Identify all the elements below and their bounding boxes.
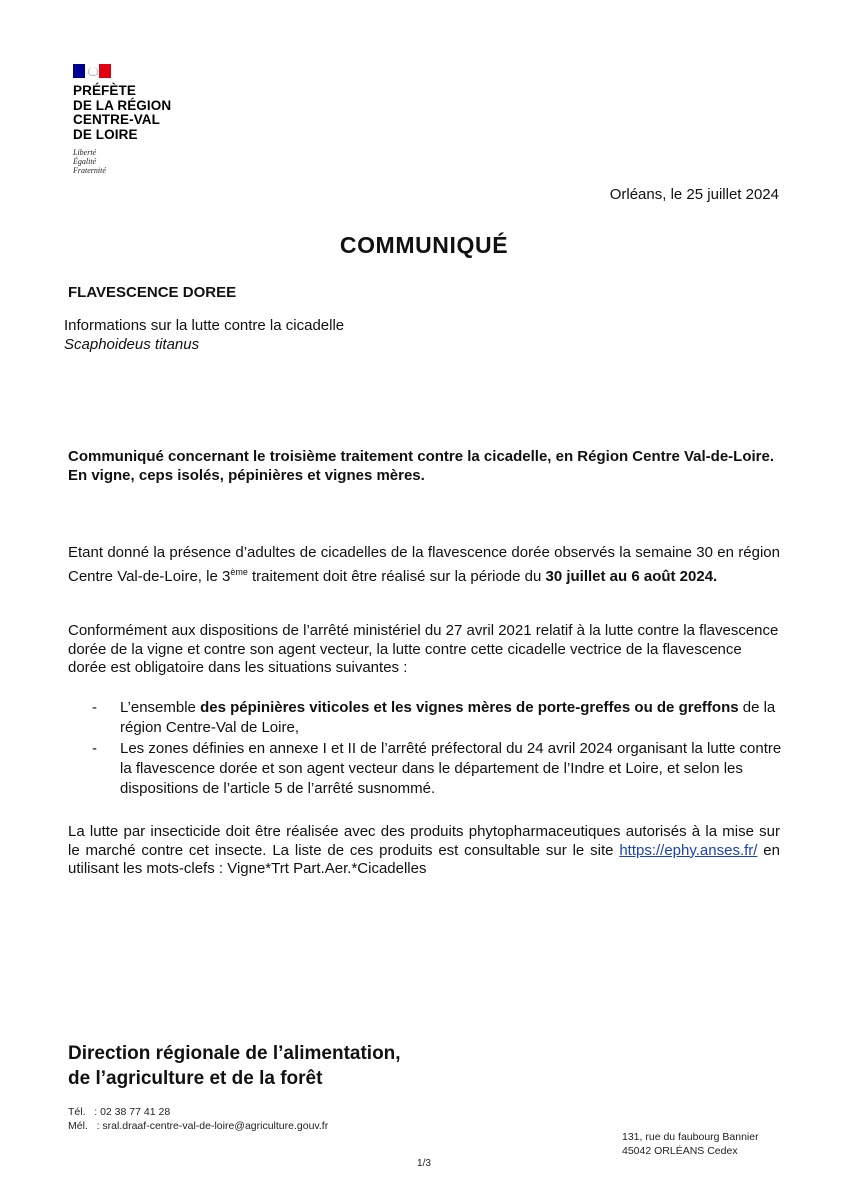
list-item (92, 698, 782, 738)
direction-line: Direction régionale de l’alimentation, (68, 1043, 401, 1064)
motto-line: Égalité (73, 157, 97, 166)
treatment-period: 30 juillet au 6 août 2024. (545, 567, 718, 585)
info-line: Informations sur la lutte contre la cicadelle (64, 317, 345, 334)
prefecture-name (73, 84, 171, 142)
intro-paragraph: Communiqué concernant le troisième traitement contre la cicadelle, en Région Centre Val-de-Loire. En vigne, ceps isolés, pépinières et vignes mères. (68, 448, 775, 484)
ephy-link[interactable]: https://ephy.anses.fr/ (619, 841, 758, 859)
brand-line: DE LA RÉGION (73, 97, 172, 113)
direction-line: de l’agriculture et de la forêt (68, 1068, 323, 1089)
text-run: en utilisant les mots-clefs : Vigne*Trt Part.Aer.*Cicadelles (68, 841, 780, 877)
text-run: L’ensemble (120, 699, 201, 716)
text-run: traitement doit être réalisé sur la période du (247, 567, 546, 585)
insecticide-paragraph (68, 823, 780, 879)
list-dash: - (92, 740, 97, 757)
email-line: Mél. : sral.draaf-centre-val-de-loire@agriculture.gouv.fr (68, 1120, 329, 1132)
regulation-paragraph: Conformément aux dispositions de l’arrêté ministériel du 27 avril 2021 relatif à la lutte contre la flavescence dorée de la vigne et contre son agent vecteur, la lutte contre cette cicadelle vectrice de la flavescence dorée est obligatoire dans les situations suivantes : (68, 622, 779, 676)
text-bold: des pépinières viticoles et les vignes mères de porte-greffes ou de greffons (200, 699, 739, 716)
text-run: Les zones définies en annexe I et II de l’arrêté préfectoral du 24 avril 2024 organisant la lutte contre la flavescence dorée et son agent vecteur dans le département de l’Indre et Loire, et selon les dispositions de l’article 5 de l’arrêté susnommé. (120, 740, 782, 797)
brand-line: PRÉFÈTE (73, 83, 136, 98)
motto-line: Fraternité (73, 166, 106, 175)
text-run: Etant donné la présence d’adultes de cicadelles de la flavescence dorée observés la semaine 30 en région Centre Val-de-Loire, le 3 (68, 544, 780, 585)
text-run: de la région Centre-Val de Loire, (120, 699, 776, 736)
address-line: 131, rue du faubourg Bannier (622, 1131, 759, 1143)
phone-line: Tél. : 02 38 77 41 28 (68, 1106, 171, 1118)
document-title: COMMUNIQUÉ (339, 232, 509, 258)
text-run: La lutte par insecticide doit être réalisée avec des produits phytopharmaceutiques autorisés à la mise sur le marché contre cet insecte. La liste de ces produits est consultable sur le site (68, 823, 780, 859)
treatment-period-paragraph (68, 544, 780, 586)
list-dash: - (92, 699, 97, 716)
date-line: Orléans, le 25 juillet 2024 (609, 186, 779, 203)
subject-heading: FLAVESCENCE DOREE (68, 284, 237, 301)
species-name: Scaphoideus titanus (64, 336, 200, 353)
info-block (64, 316, 344, 354)
brand-line: DE LOIRE (73, 126, 138, 142)
contact-block (68, 1105, 328, 1133)
brand-line: CENTRE-VAL (73, 112, 160, 127)
address-block (622, 1130, 759, 1158)
motto-line: Liberté (73, 148, 97, 157)
prefecture-logo (73, 64, 171, 175)
list-item (92, 739, 782, 799)
republic-motto (73, 148, 171, 175)
address-line: 45042 ORLÉANS Cedex (622, 1145, 738, 1157)
marianne-flag-icon (73, 64, 111, 78)
situations-list (92, 698, 782, 800)
superscript: ème (230, 566, 248, 577)
page-number: 1/3 (417, 1158, 431, 1169)
direction-name (68, 1041, 401, 1091)
